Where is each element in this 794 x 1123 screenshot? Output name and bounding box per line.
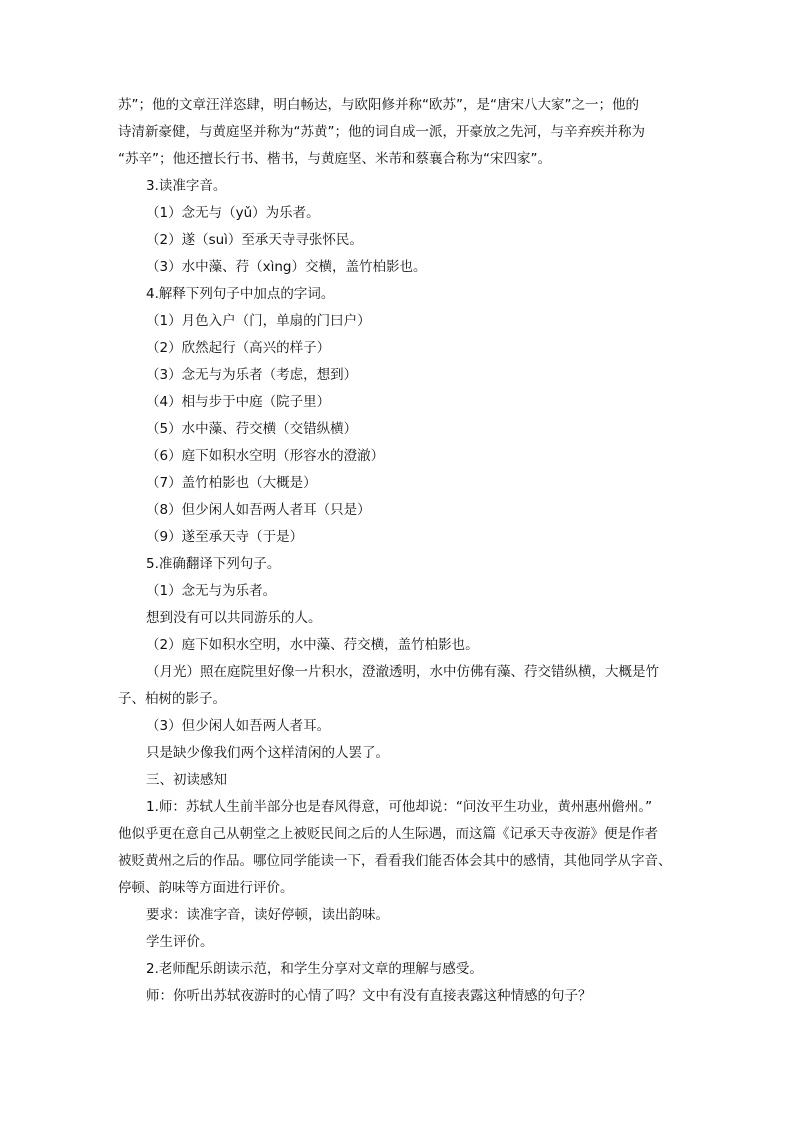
document-body <box>118 92 678 1010</box>
text-line: （8）但少闲人如吾两人者耳（只是） <box>146 502 371 518</box>
text-line: （月光）照在庭院里好像一片积水，澄澈透明，水中仿佛有藻、荇交错纵横，大概是竹 <box>146 664 659 680</box>
text-line: 1.师：苏轼人生前半部分也是春风得意，可他却说：“问汝平生功业，黄州惠州儋州。” <box>146 799 653 815</box>
text-line: （7）盖竹柏影也（大概是） <box>146 475 317 491</box>
section-heading-translate: 5.准确翻译下列句子。 <box>146 556 281 572</box>
text-line: （2）遂（suì）至承天寺寻张怀民。 <box>146 232 363 248</box>
text-line: （3）但少闲人如吾两人者耳。 <box>146 718 331 734</box>
text-line: （4）相与步于中庭（院子里） <box>146 394 331 410</box>
section-heading-explain-words: 4.解释下列句子中加点的字词。 <box>146 286 335 302</box>
text-line: （2）欣然起行（高兴的样子） <box>146 340 331 356</box>
text-line: （3）念无与为乐者（考虑，想到） <box>146 367 358 383</box>
section-heading-first-reading: 三、初读感知 <box>146 772 227 788</box>
text-line: （1）月色入户（门，单扇的门曰户） <box>146 313 371 329</box>
text-line: （6）庭下如积水空明（形容水的澄澈） <box>146 448 385 464</box>
text-line: （1）念无与为乐者。 <box>146 583 277 599</box>
text-line: （2）庭下如积水空明，水中藻、荇交横，盖竹柏影也。 <box>146 637 479 653</box>
text-line: 只是缺少像我们两个这样清闲的人罢了。 <box>146 745 389 761</box>
section-heading-read-pronunciation: 3.读准字音。 <box>146 178 227 194</box>
text-line: 苏”；他的文章汪洋恣肆，明白畅达，与欧阳修并称“欧苏”，是“唐宋八大家”之一；他的 <box>118 97 639 113</box>
text-line: 想到没有可以共同游乐的人。 <box>146 610 322 626</box>
text-line: 他似乎更在意自己从朝堂之上被贬民间之后的人生际遇，而这篇《记承天寺夜游》便是作者 <box>118 826 658 842</box>
text-line: （9）遂至承天寺（于是） <box>146 529 304 545</box>
text-line: 诗清新豪健，与黄庭坚并称为“苏黄”；他的词自成一派，开豪放之先河，与辛弃疾并称为 <box>118 124 645 140</box>
text-line: 2.老师配乐朗读示范，和学生分享对文章的理解与感受。 <box>146 961 483 977</box>
text-line: （5）水中藻、荇交横（交错纵横） <box>146 421 358 437</box>
text-line: （3）水中藻、荇（xìng）交横，盖竹柏影也。 <box>146 259 427 275</box>
text-line: 师：你听出苏轼夜游时的心情了吗？文中有没有直接表露这种情感的句子？ <box>146 988 592 1004</box>
text-line: 学生评价。 <box>146 934 214 950</box>
text-line: （1）念无与（yǔ）为乐者。 <box>146 205 320 221</box>
text-line: 要求：读准字音，读好停顿，读出韵味。 <box>146 907 389 923</box>
text-line: 被贬黄州之后的作品。哪位同学能读一下，看看我们能否体会其中的感情，其他同学从字音、 <box>118 853 672 869</box>
text-line: 子、柏树的影子。 <box>118 691 226 707</box>
text-line: “苏辛”；他还擅长行书、楷书，与黄庭坚、米芾和蔡襄合称为“宋四家”。 <box>118 151 551 167</box>
text-line: 停顿、韵味等方面进行评价。 <box>118 880 294 896</box>
